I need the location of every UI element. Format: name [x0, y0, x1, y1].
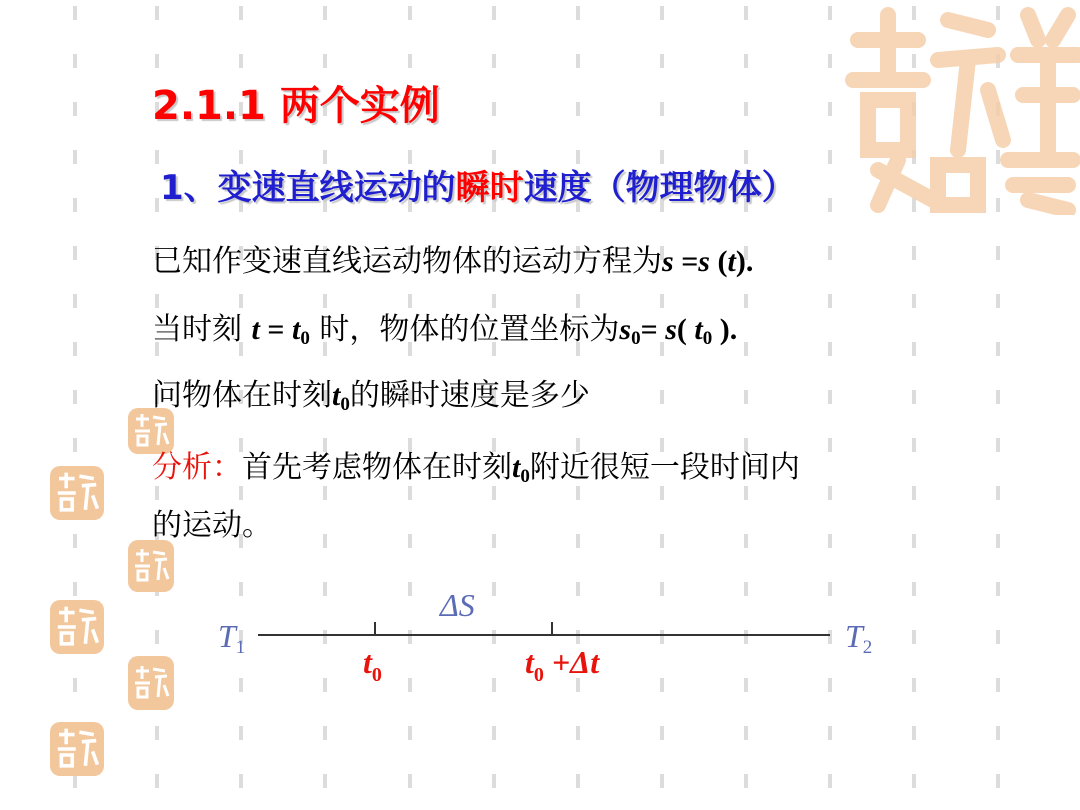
line-text: 的瞬时速度是多少 — [349, 378, 590, 413]
delta-s-label: ΔS — [440, 587, 475, 623]
text-line-position — [152, 304, 737, 348]
ruyi-seal-icon — [50, 722, 104, 776]
math-var: t — [727, 245, 736, 278]
math-var: t — [332, 379, 341, 412]
line-text: 的运动。 — [152, 508, 272, 543]
math-sub: 0 — [300, 328, 310, 349]
math-sub: 0 — [340, 394, 350, 415]
math-var: s — [662, 245, 674, 278]
math-op: = — [640, 313, 666, 346]
subtitle-highlight: 瞬时 — [455, 168, 524, 208]
math-var: s — [665, 313, 677, 346]
math-var: t — [512, 451, 521, 484]
line-text: 附近很短一段时间内 — [529, 450, 800, 485]
math-var: s — [698, 245, 710, 278]
math-op: ). — [735, 245, 754, 278]
math-op: = — [259, 313, 292, 346]
math-sub: 0 — [631, 328, 641, 349]
ruyi-seal-icon — [50, 600, 104, 654]
time-axis-diagram — [200, 580, 920, 710]
section-title: 2.1.1 两个实例 — [152, 83, 440, 129]
math-sub: 0 — [520, 466, 530, 487]
math-op: ( — [709, 245, 728, 278]
text-line-motion-equation — [152, 236, 753, 280]
text-line-analysis-cont — [152, 500, 272, 544]
math-var: t — [694, 313, 703, 346]
T2-label: T2 — [845, 618, 873, 658]
subtitle-part1: 1、变速直线运动的 — [160, 168, 456, 208]
ruyi-seal-icon — [128, 656, 174, 710]
t0-label: $t_0$ — [363, 644, 382, 686]
math-var: t — [251, 313, 260, 346]
line-text: 问物体在时刻 — [152, 378, 332, 413]
subsection-heading — [160, 160, 796, 209]
math-op: ( — [676, 313, 695, 346]
math-op: = — [673, 245, 699, 278]
ruyi-seal-icon — [128, 540, 174, 592]
line-text: 首先考虑物体在时刻 — [242, 450, 512, 485]
text-line-analysis — [152, 442, 800, 486]
math-var: t — [292, 313, 301, 346]
line-text: 时，物体的位置坐标为 — [309, 312, 620, 347]
math-op: ). — [712, 313, 738, 346]
subtitle-part2: 速度（物理物体） — [523, 168, 796, 208]
ruyi-seal-icon — [50, 466, 104, 520]
ruyi-seal-large-icon — [838, 0, 1080, 215]
text-line-question — [152, 370, 590, 414]
math-sub: 0 — [702, 328, 713, 349]
t0-plus-dt-label: $t_0 +\Delta t$ — [525, 644, 600, 686]
line-text: 当时刻 — [152, 312, 242, 347]
T1-label: T1 — [218, 618, 246, 658]
line-text: 已知作变速直线运动物体的运动方程为 — [152, 244, 662, 279]
math-var: s — [619, 313, 632, 346]
analysis-label: 分析： — [152, 450, 242, 485]
